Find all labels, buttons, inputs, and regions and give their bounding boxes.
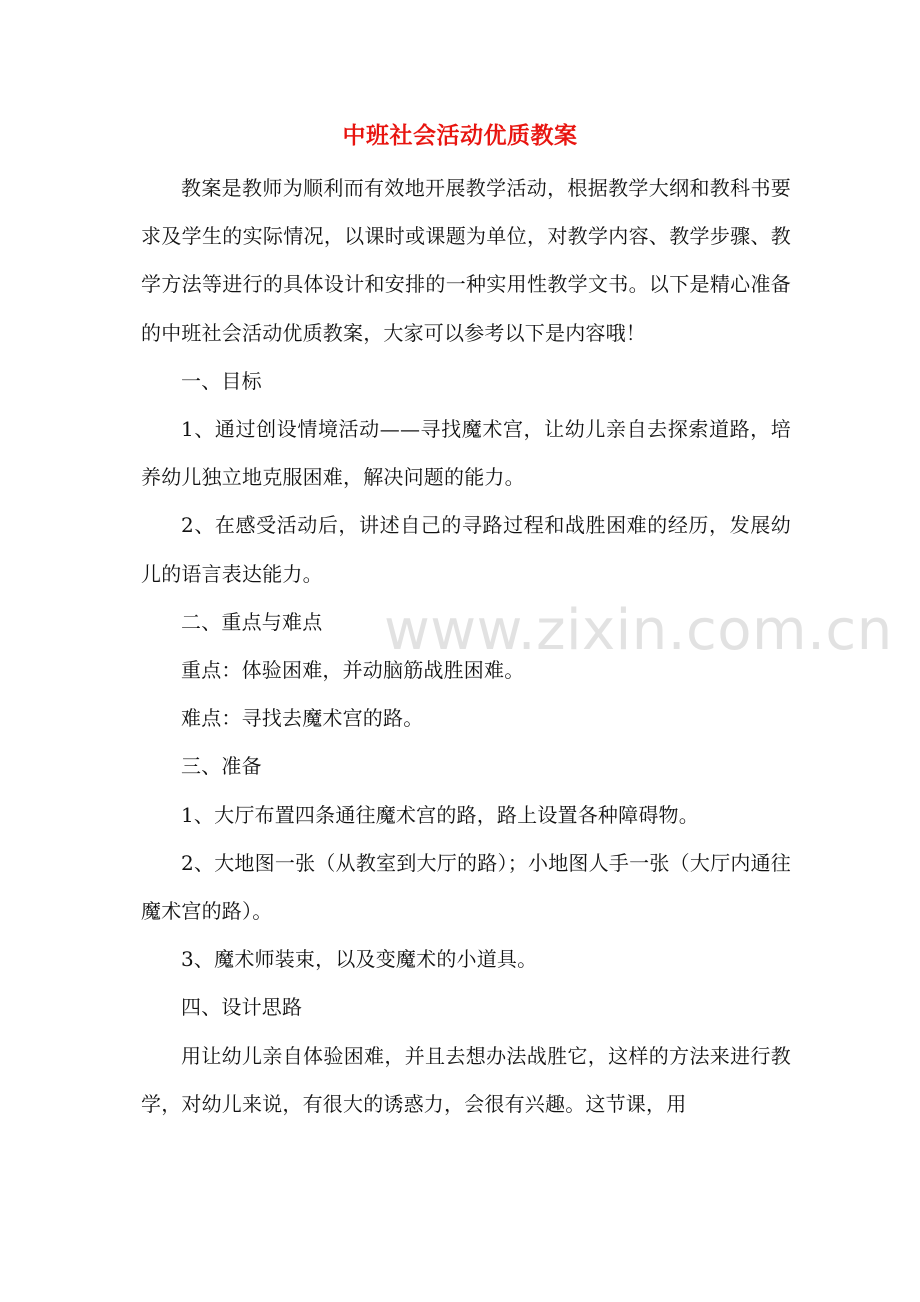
paragraph-prep-2: 2、大地图一张（从教室到大厅的路）；小地图人手一张（大厅内通往魔术宫的路）。 — [141, 850, 791, 924]
paragraph-goal-2: 2、在感受活动后，讲述自己的寻路过程和战胜困难的经历，发展幼儿的语言表达能力。 — [141, 513, 791, 586]
heading-goals: 一、目标 — [181, 368, 262, 393]
document-body — [141, 164, 791, 1128]
document-title: 中班社会活动优质教案 — [342, 122, 578, 149]
watermark: www.zixin.com.cn — [384, 598, 893, 663]
paragraph-prep-3: 3、魔术师装束，以及变魔术的小道具。 — [181, 947, 538, 972]
heading-preparation: 三、准备 — [181, 754, 262, 779]
paragraph-design: 用让幼儿亲自体验困难，并且去想办法战胜它，这样的方法来进行教学，对幼儿来说，有很大的诱惑力，会很有兴趣。这节课，用 — [141, 1043, 791, 1116]
paragraph-goal-1: 1、通过创设情境活动——寻找魔术宫，让幼儿亲自去探索道路，培养幼儿独立地克服困难，解决问题的能力。 — [141, 417, 791, 490]
heading-design: 四、设计思路 — [181, 995, 303, 1020]
paragraph-intro: 教案是教师为顺利而有效地开展教学活动，根据教学大纲和教科书要求及学生的实际情况，以课时或课题为单位，对教学内容、教学步骤、教学方法等进行的具体设计和安排的一种实用性教学文书。以下是精心准备的中班社会活动优质教案，大家可以参考以下是内容哦！ — [141, 176, 791, 345]
paragraph-key-point: 重点：体验困难，并动脑筋战胜困难。 — [181, 658, 525, 683]
paragraph-difficulty: 难点：寻找去魔术宫的路。 — [181, 706, 424, 731]
paragraph-prep-1: 1、大厅布置四条通往魔术宫的路，路上设置各种障碍物。 — [181, 802, 699, 827]
heading-key-points: 二、重点与难点 — [181, 609, 323, 634]
